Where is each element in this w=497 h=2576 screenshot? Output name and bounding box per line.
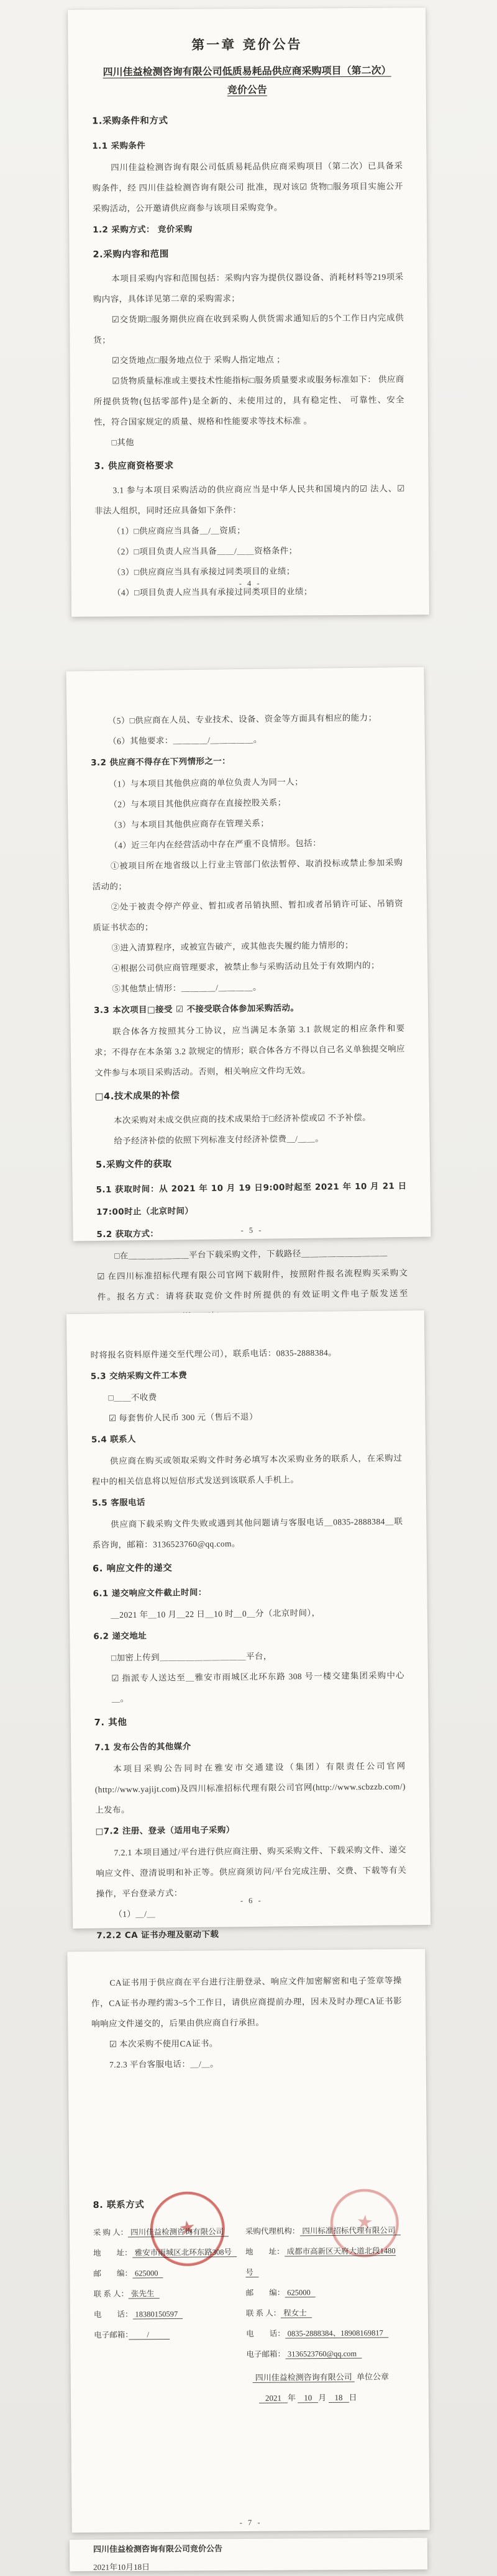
contact-label: 采购代理机构： — [245, 2227, 300, 2236]
doc-line: 本项目采购内容和范围包括：采购内容为提供仪器设备、消耗材料等219项采购内容，具体详见第二章的采购需求； — [93, 272, 404, 304]
contact-label: 地 址： — [93, 2248, 132, 2258]
section-heading: 1.采购条件和方式 — [92, 115, 168, 127]
list-item: ③进入清算程序，或被宣告破产，或其他丧失履约能力情形的； — [111, 940, 353, 953]
contact-row — [246, 2282, 404, 2304]
announcement-date-line — [259, 2387, 405, 2408]
contact-value: 0835-2888384、18908169817 — [285, 2328, 388, 2338]
contact-row — [93, 2222, 240, 2243]
list-item: □在＿＿＿＿＿＿＿平台下载采购文件，下载路径＿＿＿＿＿＿＿＿＿＿ — [114, 1248, 388, 1261]
contact-label: 电子邮箱： — [246, 2349, 286, 2359]
contact-row — [94, 2324, 241, 2346]
footer-date: 2021年10月18日 — [93, 2562, 150, 2572]
list-item: （4）近三年内在经营活动中存在严重不良情形。包括： — [109, 838, 322, 850]
date-day: 18 — [328, 2393, 349, 2403]
footer-company-title: 四川佳益检测咨询有限公司竞价公告 — [93, 2544, 223, 2554]
list-item: ☑ 本次采购不使用CA证书。 — [109, 2038, 218, 2049]
page-number: - 4 - — [239, 579, 262, 588]
doc-line: 7.2.1 本项目通过/平台进行供应商注册、购买采购文件、下载采购文件、递交响应文件、澄清说明和补正等。供应商须访问/平台完成注册、交费、下载等有关操作，平台登录方式： — [96, 1845, 407, 1899]
subsection-heading: 5.5 客服电话 — [91, 1497, 145, 1508]
doc-line: □其他 — [111, 438, 135, 448]
page-number: - 7 - — [239, 2518, 262, 2528]
subsection-heading: 7.1 发布公告的其他媒介 — [94, 1741, 191, 1753]
list-item: ①被项目所在地省级以上行业主管部门依法暂停、取消投标或禁止参加采购活动的； — [92, 857, 403, 892]
contact-label: 采 购 人： — [93, 2228, 129, 2237]
subsection-heading: 3.2 供应商不得存在下列情形之一： — [91, 756, 231, 768]
contact-value: 625000 — [285, 2288, 316, 2297]
section-heading: 7. 其他 — [94, 1718, 127, 1728]
list-item: （1）＿/＿ — [114, 1909, 156, 1919]
page-4 — [67, 1949, 429, 2533]
seal-company-name: 四川佳益检测咨询有限公司 — [253, 2372, 355, 2383]
list-item: （2）与本项目其他供应商存在直接控股关系； — [109, 798, 286, 809]
list-item: （4）□项目负责人应当具有承接过同类项目的业绩； — [112, 587, 312, 598]
contact-label: 地 址： — [245, 2247, 285, 2257]
subsection-heading: 5.2 获取方式： — [96, 1228, 159, 1240]
page-3 — [66, 1310, 431, 1941]
page-number: - 5 - — [240, 1225, 263, 1235]
subsection-heading: □7.2 注册、登录（适用电子采购） — [95, 1825, 235, 1837]
subsection-heading: 1.1 采购条件 — [92, 141, 146, 151]
list-item: ☑ 每套售价人民币 300 元（售后不退） — [108, 1412, 258, 1423]
contact-value: 雅安市雨城区北环东路308号 — [132, 2248, 237, 2258]
doc-line: 本次采购对未成交供应商的技术成果给于□经济补偿或☑ 不予补偿。 — [113, 1112, 372, 1125]
chapter-title: 第一章 竞价公告 — [191, 37, 303, 53]
contact-row — [93, 2242, 240, 2264]
list-item: ⑤其他禁止情形：＿＿＿＿/＿＿＿＿。 — [112, 982, 262, 994]
doc-line: 时将报名资料原件递交至代理公司），联系电话：0835-2888384。 — [90, 1348, 337, 1360]
doc-line: ☑ 在四川标准招标代理有限公司官网下载附件，按照附件报名流程购买采购文件。报名方式：请将获取竞价文件时所提供的有效证明文件电子版发送至 — [97, 1268, 408, 1302]
list-item: □加密上传到＿＿＿＿＿＿＿＿＿＿平台， — [111, 1651, 272, 1663]
date-month-label: 月 — [318, 2393, 327, 2403]
list-item: （3）与本项目其他供应商存在管理关系； — [109, 818, 270, 830]
page-5-partial — [70, 2538, 427, 2571]
contact-row — [246, 2323, 404, 2344]
list-item: ②处于被责令停产停业、暂扣或者吊销执照、暂扣或者吊销许可证、吊销资质证书状态的； — [93, 898, 404, 933]
doc-line: CA证书用于供应商在平台进行注册登录、响应文件加密解密和电子签章等操作，CA证书办理约需3~5个工作日，请供应商提前办理，因未及时办理CA证书影响响应文件递交的，后果由供应商自行承担。 — [91, 1976, 403, 2029]
doc-line: 3.1 参与本项目采购活动的供应商应当是中华人民共和国境内的☑ 法人、☑ 非法人组织，同时还应具备如下条件： — [94, 484, 405, 516]
contact-value: / — [129, 2330, 170, 2340]
contact-row — [93, 2263, 240, 2284]
contact-row — [245, 2241, 404, 2283]
section-heading: 3. 供应商资格要求 — [94, 461, 174, 472]
list-item: （3）□供应商应当具有承接过同类项目的业绩； — [112, 566, 295, 577]
contact-label: 电 话： — [246, 2329, 285, 2339]
contact-value: 程女士 — [281, 2308, 312, 2318]
contact-value: 625000 — [132, 2269, 163, 2278]
announcement-title: 四川佳益检测咨询有限公司低质易耗品供应商采购项目（第二次）竞价公告 — [103, 64, 391, 96]
section-heading: 2.采购内容和范围 — [93, 249, 169, 260]
contact-value: 四川佳益检测咨询有限公司 — [128, 2227, 229, 2237]
subsection-heading: 5.4 联系人 — [91, 1434, 136, 1445]
contact-row — [245, 2220, 404, 2242]
section-heading: □4.技术成果的补偿 — [94, 1091, 180, 1102]
list-item: （6）其他要求：＿＿＿＿/＿＿＿＿＿。 — [108, 734, 262, 746]
section-heading: 8. 联系方式 — [93, 2200, 145, 2210]
doc-line: 联合体各方按照其分工协议，应当满足本条第 3.1 款规定的相应条件和要求；不得存在本条第 3.2 款规定的情形；联合体各方不得以自己名义单独提交响应文件参与本项目采购活动。否则，相关响应文件均无效。 — [94, 1023, 405, 1078]
doc-line: ☑交货地点□服务地点位于 采购人指定地点 ； — [112, 354, 286, 366]
contact-value: 四川标准招标代理有限公司 — [299, 2226, 400, 2236]
contact-row — [94, 2283, 241, 2305]
contact-label: 联 系 人： — [93, 2289, 129, 2299]
contact-value: 3136523760@qq.com — [285, 2349, 362, 2359]
list-item: （5）□供应商在人员、专业技术、设备、资金等方面具有相应的能力； — [107, 713, 377, 726]
contact-info-block — [93, 2220, 405, 2366]
page-2 — [66, 667, 431, 1302]
doc-line: ＿2021 年＿10 月＿22 日＿10 时＿0＿分（北京时间）， — [111, 1608, 321, 1620]
date-year: 2021 — [259, 2394, 288, 2403]
purchaser-contact-column — [93, 2222, 247, 2366]
contact-label: 电子邮箱： — [94, 2330, 129, 2340]
subsection-heading: 3.3 本次项目□接受 ☑ 不接受联合体参加采购活动。 — [93, 1003, 299, 1016]
list-item: （1）与本项目其他供应商的单位负责人为同一人； — [108, 777, 304, 789]
doc-line: 供应商在购买或领取采购文件时务必填写本次采购业务的联系人，在采购过程中的相关信息将以短信形式发送到该联系人手机上。 — [91, 1453, 403, 1487]
doc-line: ☑交货期□服务期供应商在收到采购人供货需求通知后的5个工作日内完成供货； — [93, 313, 404, 345]
list-item: 7.2.3 平台客服电话：＿/＿。 — [109, 2059, 219, 2069]
list-item: ☑ 指派专人送达至＿雅安市雨城区北环东路 308 号一楼交建集团采购中心＿。 — [111, 1670, 405, 1704]
date-day-label: 日 — [349, 2392, 357, 2402]
contact-value: 张先生 — [129, 2289, 160, 2299]
contact-value: 18380150597 — [132, 2310, 183, 2320]
seal-company-line — [253, 2366, 405, 2389]
subsection-heading: 6.2 递交地址 — [93, 1631, 147, 1642]
contact-row — [94, 2304, 241, 2325]
page-number: - 6 - — [240, 1896, 263, 1906]
doc-line: 四川佳益检测咨询有限公司低质易耗品供应商采购项目（第二次）已具备采购条件，经 四川佳益检测咨询有限公司 批准，现对该☑ 货物□服务项目实施公开采购活动，公开邀请供应商参与该项目采购竞争。 — [92, 161, 403, 214]
subsection-heading: 5.3 交纳采购文件工本费 — [90, 1371, 188, 1382]
section-heading: 6. 响应文件的递交 — [93, 1563, 173, 1574]
doc-line: ☑货物质量标准或主要技术性能指标□服务质量要求或服务标准如下： 供应商所提供货物(包括零部件)是全新的、未使用过的，具有稳定性、 可靠性、安全性，符合国家规定的质量、规格和性能要求等技术标准 。 — [93, 374, 404, 427]
contact-row — [246, 2302, 404, 2324]
date-month: 10 — [298, 2393, 318, 2403]
contact-value: 成都市高新区天府大道北段1480号 — [245, 2246, 396, 2277]
subsection-heading: 6.1 递交响应文件截止时间： — [93, 1587, 207, 1599]
contact-label: 邮 编： — [93, 2269, 132, 2278]
date-year-label: 年 — [287, 2393, 296, 2403]
page-1 — [68, 7, 429, 617]
section-heading: 5.采购文件的获取 — [96, 1159, 172, 1171]
subsection-heading: 7.2.2 CA 证书办理及驱动下载 — [96, 1929, 219, 1941]
list-item: ④根据公司供应商管理要求，被禁止参与采购活动且处于有效期内的； — [111, 960, 380, 973]
seal-suffix: 单位公章 — [354, 2372, 390, 2382]
doc-line: 给予经济补偿的依照下列标准支付经济补偿费＿/＿＿。 — [114, 1133, 324, 1146]
doc-line: 本项目采购公告同时在雅安市交通建设（集团）有限责任公司官网(http://www.yajijt.com)及四川标准招标代理有限公司官网(http://www.scbzzb.com/)上发布。 — [94, 1761, 406, 1815]
contact-label: 邮 编： — [245, 2288, 285, 2298]
subsection-heading: 5.1 获取时间：从 2021 年 10 月 19 日9:00时起至 2021 年 10 月 21 日17:00时止（北京时间） — [96, 1181, 407, 1218]
contact-label: 联 系 人： — [245, 2308, 281, 2318]
contact-label: 电 话： — [93, 2310, 133, 2319]
contact-row — [246, 2343, 404, 2365]
list-item: （2）□项目负责人应当具备＿＿/＿＿资格条件； — [112, 546, 298, 557]
list-item: （1）□供应商应当具备＿/＿资质； — [112, 526, 246, 536]
list-item: □＿＿不收费 — [108, 1392, 157, 1403]
subsection-heading: 1.2 采购方式： 竞价采购 — [93, 224, 193, 235]
doc-line: 供应商下载采购文件失败或遇到其他问题请与客服电话＿0835-2888384＿联系咨询，邮箱：3136523760@qq.com。 — [92, 1516, 403, 1550]
agency-contact-column — [245, 2220, 405, 2365]
